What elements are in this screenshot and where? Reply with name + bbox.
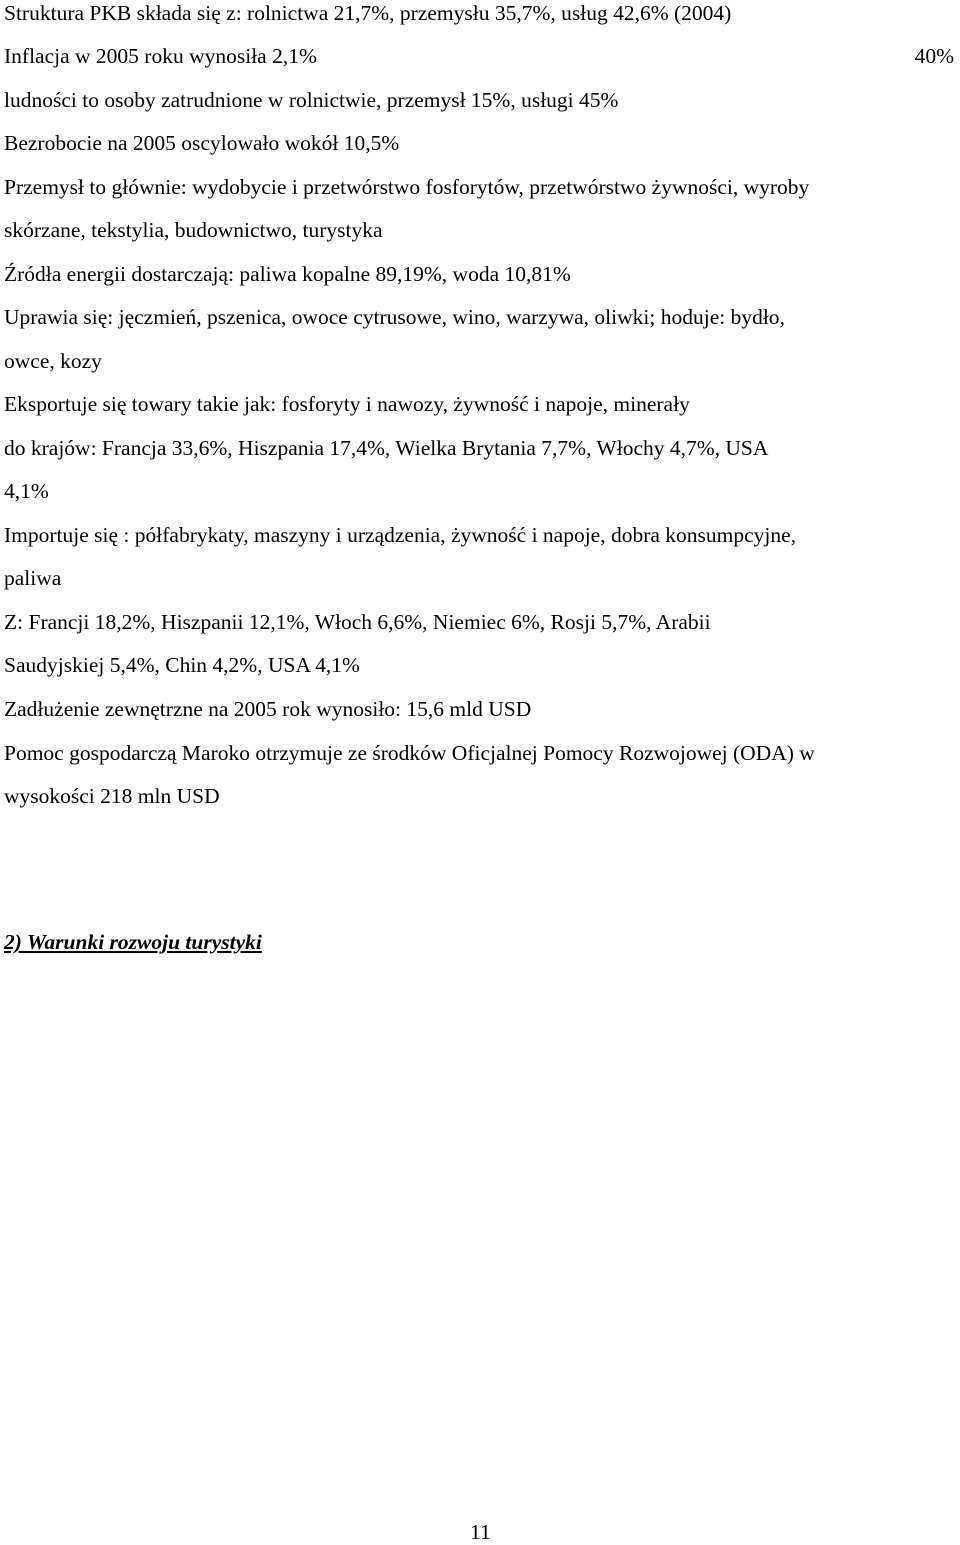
text-line-gdp-structure: Struktura PKB składa się z: rolnictwa 21,7%, przemysłu 35,7%, usług 42,6% (2004) — [4, 1, 732, 25]
text-line-exports: Eksportuje się towary takie jak: fosforyty i nawozy, żywność i napoje, minerały — [4, 392, 690, 416]
text-line-energy-sources: Źródła energii dostarczają: paliwa kopalne 89,19%, woda 10,81% — [4, 262, 571, 286]
text-line-import-countries-cont: Saudyjskiej 5,4%, Chin 4,2%, USA 4,1% — [4, 653, 360, 677]
section-heading: 2) Warunki rozwoju turystyki — [4, 930, 262, 954]
page-number: 11 — [470, 1520, 491, 1544]
text-percentage-note: 40% — [914, 44, 954, 68]
text-line-industry: Przemysł to głównie: wydobycie i przetwórstwo fosforytów, przetwórstwo żywności, wyroby — [4, 175, 810, 199]
text-line-oda-aid: Pomoc gospodarczą Maroko otrzymuje ze środków Oficjalnej Pomocy Rozwojowej (ODA) w — [4, 741, 815, 765]
text-line-export-countries-cont: 4,1% — [4, 479, 49, 503]
text-line-unemployment: Bezrobocie na 2005 oscylowało wokół 10,5% — [4, 131, 400, 155]
text-line-industry-cont: skórzane, tekstylia, budownictwo, turystyka — [4, 218, 383, 242]
text-line-agriculture: Uprawia się: jęczmień, pszenica, owoce cytrusowe, wino, warzywa, oliwki; hoduje: bydło, — [4, 305, 785, 329]
text-line-export-countries: do krajów: Francja 33,6%, Hiszpania 17,4%, Wielka Brytania 7,7%, Włochy 4,7%, USA — [4, 436, 769, 460]
text-line-employment: ludności to osoby zatrudnione w rolnictwie, przemysł 15%, usługi 45% — [4, 88, 619, 112]
text-line-import-countries: Z: Francji 18,2%, Hiszpanii 12,1%, Włoch 6,6%, Niemiec 6%, Rosji 5,7%, Arabii — [4, 610, 711, 634]
text-line-foreign-debt: Zadłużenie zewnętrzne na 2005 rok wynosiło: 15,6 mld USD — [4, 697, 532, 721]
text-line-agriculture-cont: owce, kozy — [4, 349, 102, 373]
text-line-imports-cont: paliwa — [4, 566, 62, 590]
text-line-oda-aid-cont: wysokości 218 mln USD — [4, 784, 220, 808]
text-line-inflation: Inflacja w 2005 roku wynosiła 2,1% — [4, 44, 317, 68]
text-line-imports: Importuje się : półfabrykaty, maszyny i urządzenia, żywność i napoje, dobra konsumpcyjne, — [4, 523, 797, 547]
